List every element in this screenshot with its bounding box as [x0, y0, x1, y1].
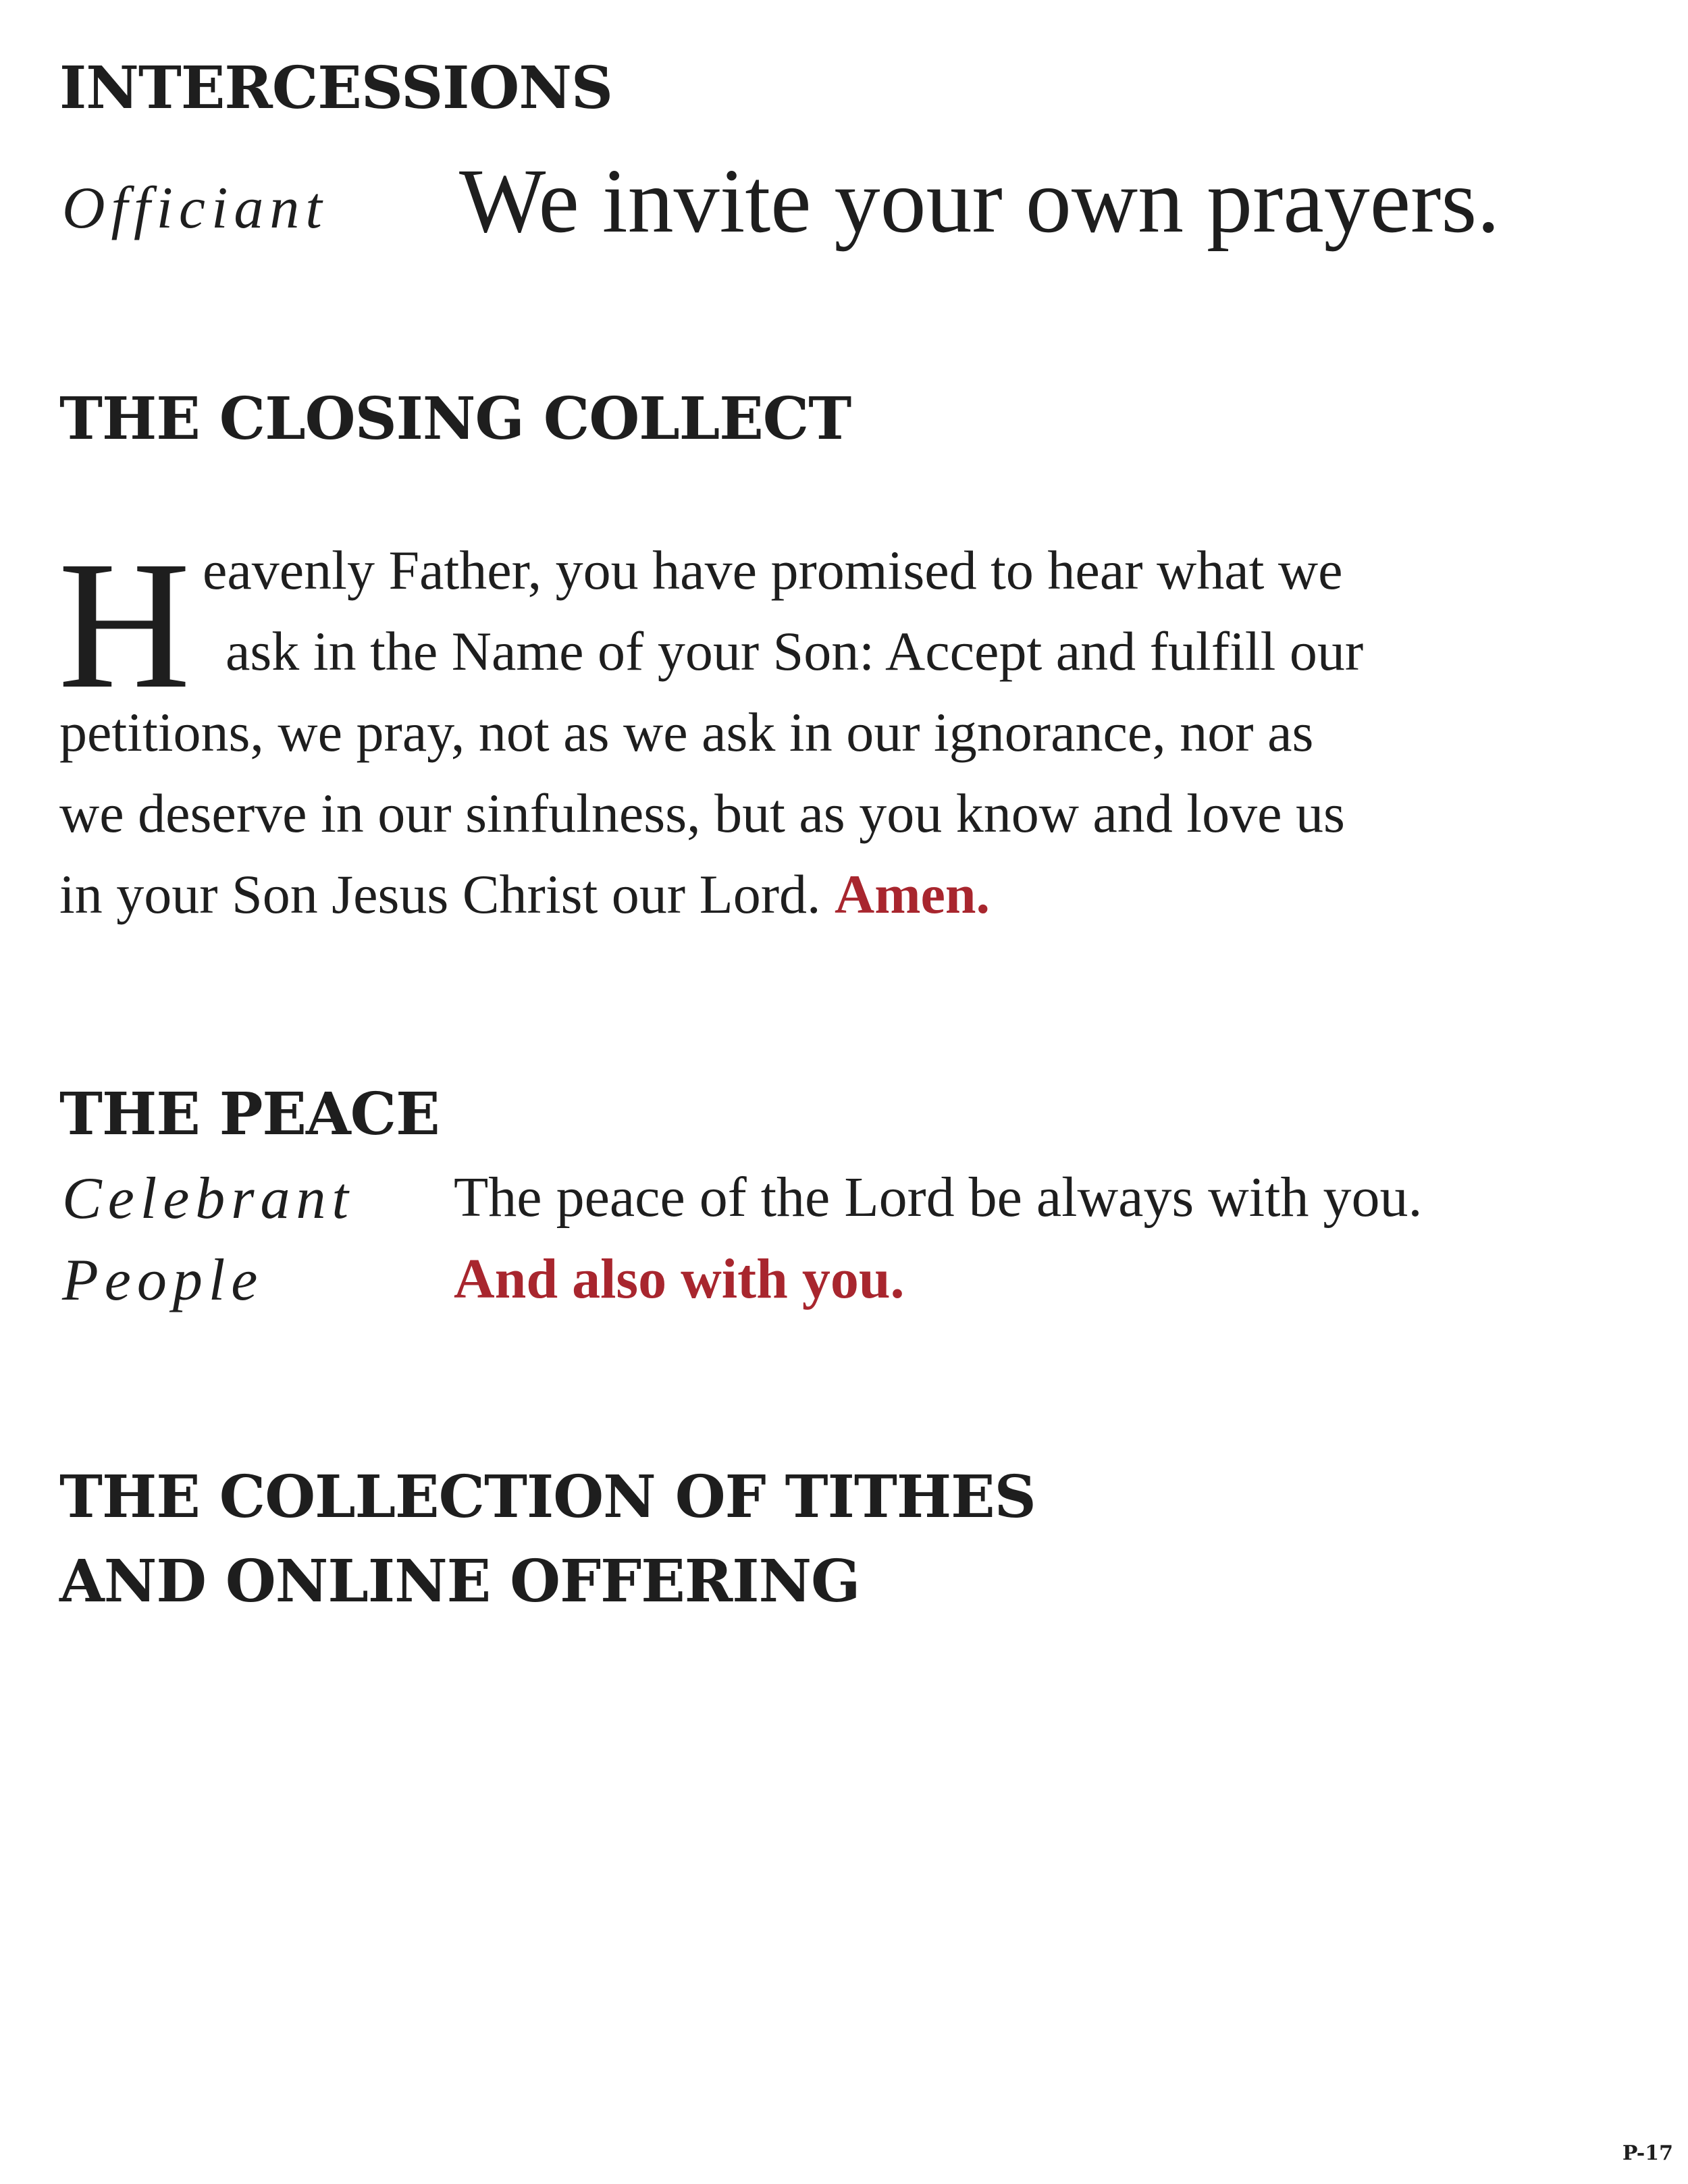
officiant-text: We invite your own prayers. [459, 151, 1500, 252]
people-role-label: People [62, 1248, 264, 1313]
collect-line-5-text: in your Son Jesus Christ our Lord. [59, 863, 821, 925]
officiant-role-label: Officiant [62, 176, 328, 241]
collection-heading-line-2: AND ONLINE OFFERING [59, 1547, 860, 1616]
collect-line-3: petitions, we pray, not as we ask in our ignorance, nor as [59, 701, 1314, 763]
collection-heading-line-1: THE COLLECTION OF TITHES [59, 1463, 1036, 1531]
amen-response: Amen. [835, 863, 991, 925]
collect-line-1: eavenly Father, you have promised to hear what we [203, 539, 1343, 601]
celebrant-text: The peace of the Lord be always with you. [454, 1166, 1423, 1229]
peace-heading: THE PEACE [59, 1080, 440, 1148]
collect-line-5 [59, 863, 991, 925]
collect-line-4: we deserve in our sinfulness, but as you know and love us [59, 782, 1345, 844]
celebrant-role-label: Celebrant [62, 1166, 354, 1231]
collect-drop-cap: H [58, 523, 191, 726]
collect-line-2: ask in the Name of your Son: Accept and fulfill our [226, 620, 1364, 682]
people-response: And also with you. [454, 1248, 905, 1310]
page-number: P-17 [1622, 2141, 1673, 2165]
closing-collect-heading: THE CLOSING COLLECT [59, 385, 851, 453]
intercessions-heading: INTERCESSIONS [59, 54, 613, 122]
